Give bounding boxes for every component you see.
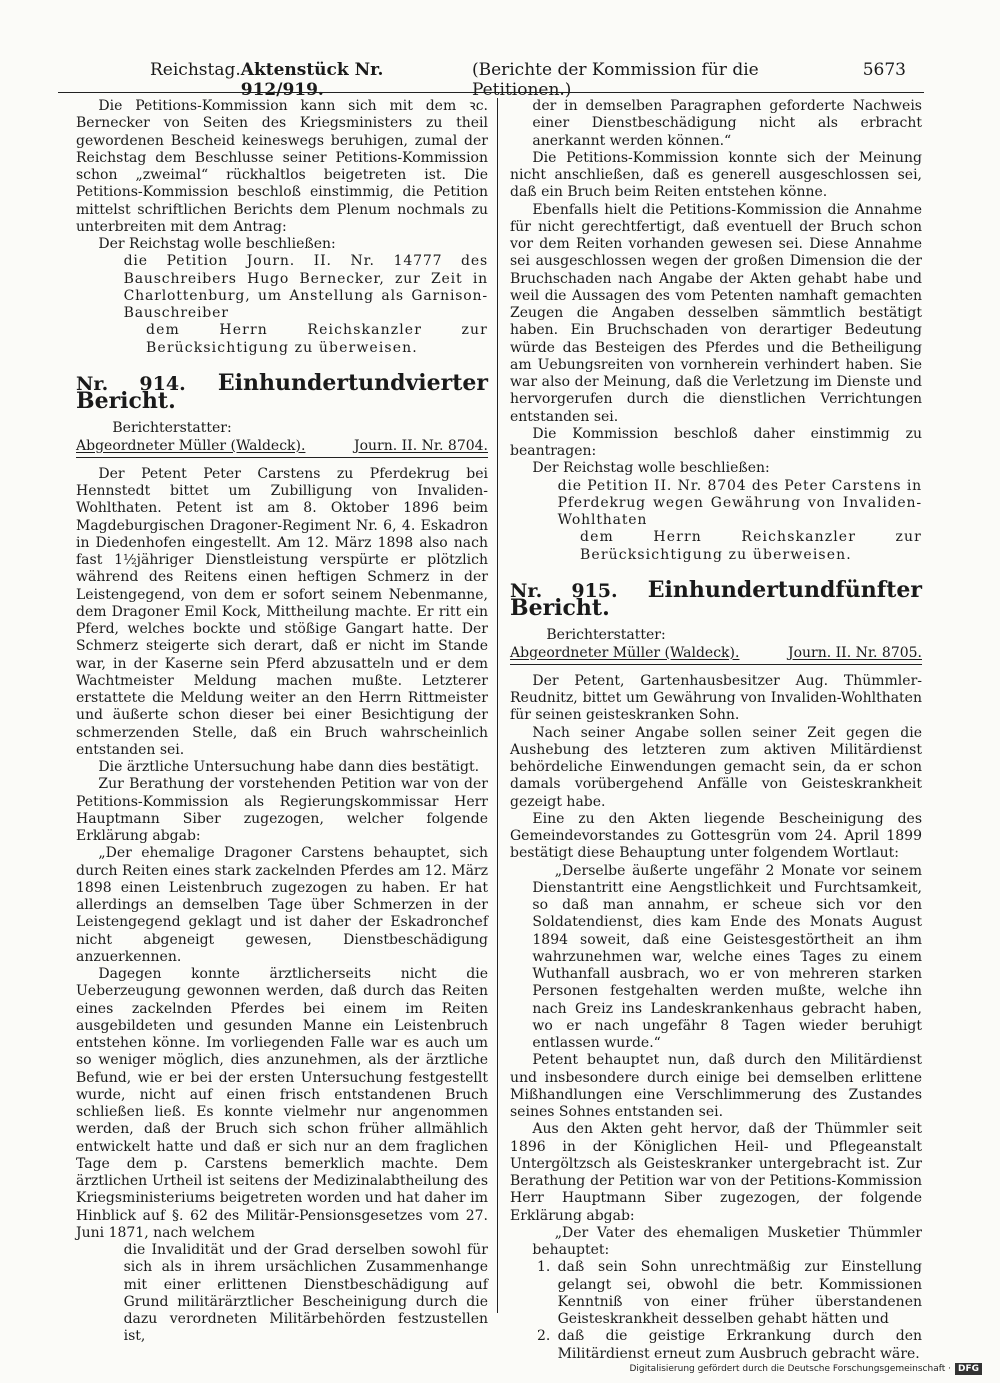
footer	[630, 1363, 983, 1375]
berichterstatter-label: Berichterstatter:	[112, 420, 232, 437]
column-divider	[497, 98, 498, 1313]
list-item: 2. daß die geistige Erkrankung durch den Militärdienst erneut zum Ausbruch gebracht wäre.	[555, 1328, 922, 1363]
petition-text: die Petition Journ. II. Nr. 14777 des Bauschreibers Hugo Bernecker, zur Zeit in Charlottenburg, um Anstellung als Garnison-Bauschreiber	[123, 253, 488, 321]
page-number: 5673	[862, 60, 906, 80]
paragraph: Nach seiner Angabe sollen seiner Zeit gegen die Aushebung des letzteren zum aktiven Militärdienst behördeliche Einwendungen gemacht sein, da er schon damals vorübergehend Anfälle von Geisteskrankheit gezeigt habe.	[510, 724, 922, 810]
dfg-logo: DFG	[955, 1363, 982, 1375]
footer-text: Digitalisierung gefördert durch die Deutsche Forschungsgemeinschaft ·	[629, 1364, 951, 1374]
paragraph: Zur Berathung der vorstehenden Petition war von der Petitions-Kommission als Regierungskommissar Herr Hauptmann Siber zugezogen, welcher folgende Erklärung abgab:	[76, 776, 488, 844]
ueberweisen-text: dem Herrn Reichskanzler zur Berücksichtigung zu überweisen.	[146, 322, 488, 356]
claims-list	[510, 1259, 922, 1363]
intro-paragraph: Die Petitions-Kommission kann sich mit dem ꝛc. Bernecker von Seiten des Kriegsministers zu theil gewordenen Bescheid keineswegs beruhigen, zumal der Reichstag dem Beschlusse seiner Petitions-Kommission schon „zweimal“ rückhaltlos beigetreten ist. Die Petitions-Kommission beschloß einstimmig, die Petition mittelst schriftlichen Berichts dem Plenum nochmals zu unterbreiten mit dem Antrag:	[76, 98, 488, 235]
paragraph: Die Petitions-Kommission konnte sich der Meinung nicht anschließen, daß es generell ausgeschlossen sei, daß ein Bruch beim Reiten entstehen könne.	[510, 149, 922, 201]
paragraph: Ebenfalls hielt die Petitions-Kommission die Annahme für nicht gerechtfertigt, daß eventuell der Bruch schon vor dem Reiten vorhanden gewesen sei. Diese Annahme sei ausgeschlossen wegen der großen Dimension die der Bruchschaden nach Angabe der Akten gehabt habe und weil die Aussagen des vom Petenten namhaft gemachten Zeugen die Angaben desselben sämmtlich bestätigt haben. Ein Bruchschaden von derartiger Bedeutung würde das Besteigen des Pferdes und die Betheiligung am Uebungsreiten von vornherein verhindert haben. Sie war also der Meinung, daß die Verletzung im Dienste und hervorgerufen durch die dienstlichen Verrichtungen entstanden sei.	[510, 201, 922, 425]
header-rule	[58, 92, 924, 93]
heading-number: Nr. 914.	[76, 372, 186, 395]
berichterstatter-name: Abgeordneter Müller (Waldeck).	[510, 644, 740, 661]
quote-continuation: der in demselben Paragraphen geforderte Nachweis einer Dienstbeschädigung nicht als erbracht anerkannt werden können.“	[532, 98, 922, 149]
heading-title: Einhundertundfünfter Bericht.	[510, 576, 922, 621]
berichterstatter-line	[76, 438, 488, 458]
quote-paragraph: Dagegen konnte ärztlicherseits nicht die Ueberzeugung gewonnen werden, daß durch das Reiten eines zackelnden Pferdes bei einem im Reiten ausgebildeten und gesunden Manne ein Leistenbruch entstehen könne. Im vorliegenden Falle war es auch um so weniger möglich, dies anzunehmen, als der ärztliche Befund, wie er bei der ersten Untersuchung festgestellt wurde, nicht auf einen frisch entstandenen Bruch schließen ließ. Es konnte vielmehr nur angenommen werden, daß der Bruch sich schon früher allmählich entwickelt hatte und daß er sich nur an dem fraglichen Tage dem p. Carstens bemerklich machte. Dem ärztlichen Urtheil ist seitens der Medizinalabtheilung des Kriegsministeriums beigetreten worden und hat daher im Hinblick auf §. 62 des Militär-Pensionsgesetzes vom 27. Juni 1871, nach welchem	[76, 966, 488, 1241]
berichterstatter-name: Abgeordneter Müller (Waldeck).	[76, 437, 306, 454]
berichterstatter-line	[510, 645, 922, 665]
heading-title: Einhundertundvierter Bericht.	[76, 369, 488, 414]
list-item: 1. daß sein Sohn unrechtmäßig zur Einstellung gelangt sei, obwohl die betr. Kommissionen Kenntniß von einer früher überstandenen Geisteskrankheit desselben gehabt hätten und	[555, 1259, 922, 1328]
quote-paragraph: „Der ehemalige Dragoner Carstens behauptet, sich durch Reiten eines stark zackelnden Pferdes am 12. März 1898 einen Leistenbruch zugezogen zu haben. Er hat allerdings an demselben Tage über Schmerzen in der Leistengegend geklagt und ist daher der Eskadronchef nicht abgeneigt gewesen, Dienstbeschädigung anzuerkennen.	[76, 845, 488, 965]
quote-paragraph: „Der Vater des ehemaligen Musketier Thümmler behauptet:	[532, 1224, 922, 1258]
law-quote: die Invalidität und der Grad derselben sowohl für sich als in ihrem ursächlichen Zusammenhange mit einer erlittenen Dienstbeschädigung auf Grund militärärztlicher Bescheinigung durch die dazu verordneten Militärbehörden festzustellen ist,	[123, 1242, 488, 1345]
paragraph: Petent behauptet nun, daß durch den Militärdienst und insbesondere durch einige bei demselben erlittene Mißhandlungen eine Verschlimmerung des Zustandes seines Sohnes entstanden sei.	[510, 1052, 922, 1120]
paragraph: Der Petent, Gartenhausbesitzer Aug. Thümmler-Reudnitz, bittet um Gewährung von Invaliden-Wohlthaten für seinen geisteskranken Sohn.	[510, 672, 922, 724]
antrag-line: Der Reichstag wolle beschließen:	[532, 460, 770, 477]
paragraph: Der Petent Peter Carstens zu Pferdekrug bei Hennstedt bittet um Zubilligung von Invaliden-Wohlthaten. Petent ist am 8. Oktober 1896 beim Magdeburgischen Dragoner-Regiment Nr. 6, 4. Eskadron in Diedenhofen eingestellt. Am 12. März 1898 also nach fast 1½jähriger Dienstleistung verspürte er plötzlich während des Reitens einen heftigen Schmerz in der Leistengegend, von dem er sofort seinem Nebenmanne, dem Dragoner Emil Kock, Mittheilung machte. Er ritt ein Pferd, welches bockte und stößige Gangart hatte. Der Schmerz steigerte sich derart, daß er nicht im Stande war, in der Kaserne sein Pferd abzusatteln und er dem Wachtmeister Meldung machen mußte. Letzterer erstattete die Meldung weiter an den Herrn Rittmeister und äußerte schon dieser bei einer Besichtigung der schmerzenden Stelle, daß ein Bruch wahrscheinlich entstanden sei.	[76, 465, 488, 758]
section-heading-914	[76, 369, 488, 414]
antrag-line: Der Reichstag wolle beschließen:	[98, 236, 336, 252]
paragraph: Eine zu den Akten liegende Bescheinigung des Gemeindevorstandes zu Gottesgrün vom 24. April 1899 bestätigt diese Behauptung unter folgendem Wortlaut:	[510, 810, 922, 862]
page-header	[150, 60, 906, 100]
ueberweisen-text: dem Herrn Reichskanzler zur Berücksichtigung zu überweisen.	[580, 529, 922, 563]
right-column	[510, 98, 922, 1363]
paragraph: Die ärztliche Untersuchung habe dann dies bestätigt.	[98, 759, 480, 775]
journal-number: Journ. II. Nr. 8705.	[787, 644, 922, 661]
berichterstatter-label: Berichterstatter:	[546, 627, 666, 644]
heading-number: Nr. 915.	[510, 579, 618, 602]
header-aktenstueck: Aktenstück Nr. 912/919.	[240, 60, 384, 100]
left-column	[76, 98, 488, 1346]
petition-text: die Petition II. Nr. 8704 des Peter Carstens in Pferdekrug wegen Gewährung von Invaliden-Wohlthaten	[557, 477, 922, 528]
header-subtitle: (Berichte der Kommission für die Petitionen.)	[471, 60, 759, 100]
journal-number: Journ. II. Nr. 8704.	[353, 437, 488, 454]
paragraph: Aus den Akten geht hervor, daß der Thümmler seit 1896 in der Königlichen Heil- und Pflegeanstalt Untergöltzsch als Geisteskranker untergebracht ist. Zur Berathung der Petition war von der Petitions-Kommission Herr Hauptmann Siber zugezogen, der folgende Erklärung abgab:	[510, 1121, 922, 1224]
section-heading-915	[510, 576, 922, 621]
quote-paragraph: „Derselbe äußerte ungefähr 2 Monate vor seinem Dienstantritt eine Aengstlichkeit und Furchtsamkeit, so daß man annahm, er scheue sich vor den Soldatendienst, dies kam Ende des Monats August 1894 soweit, daß eine Geistesgestörtheit an ihm wahrzunehmen war, welche eines Tages zu einem Wuthanfall ausbrach, wo er von mehreren starken Personen festgehalten werden mußte, welche ihn nach Greiz ins Landeskrankenhaus gebracht haben, wo er nach ungefähr 8 Tagen wieder beruhigt entlassen wurde.“	[532, 862, 922, 1051]
header-reichstag: Reichstag.	[150, 60, 241, 80]
paragraph: Die Kommission beschloß daher einstimmig zu beantragen:	[510, 425, 922, 459]
